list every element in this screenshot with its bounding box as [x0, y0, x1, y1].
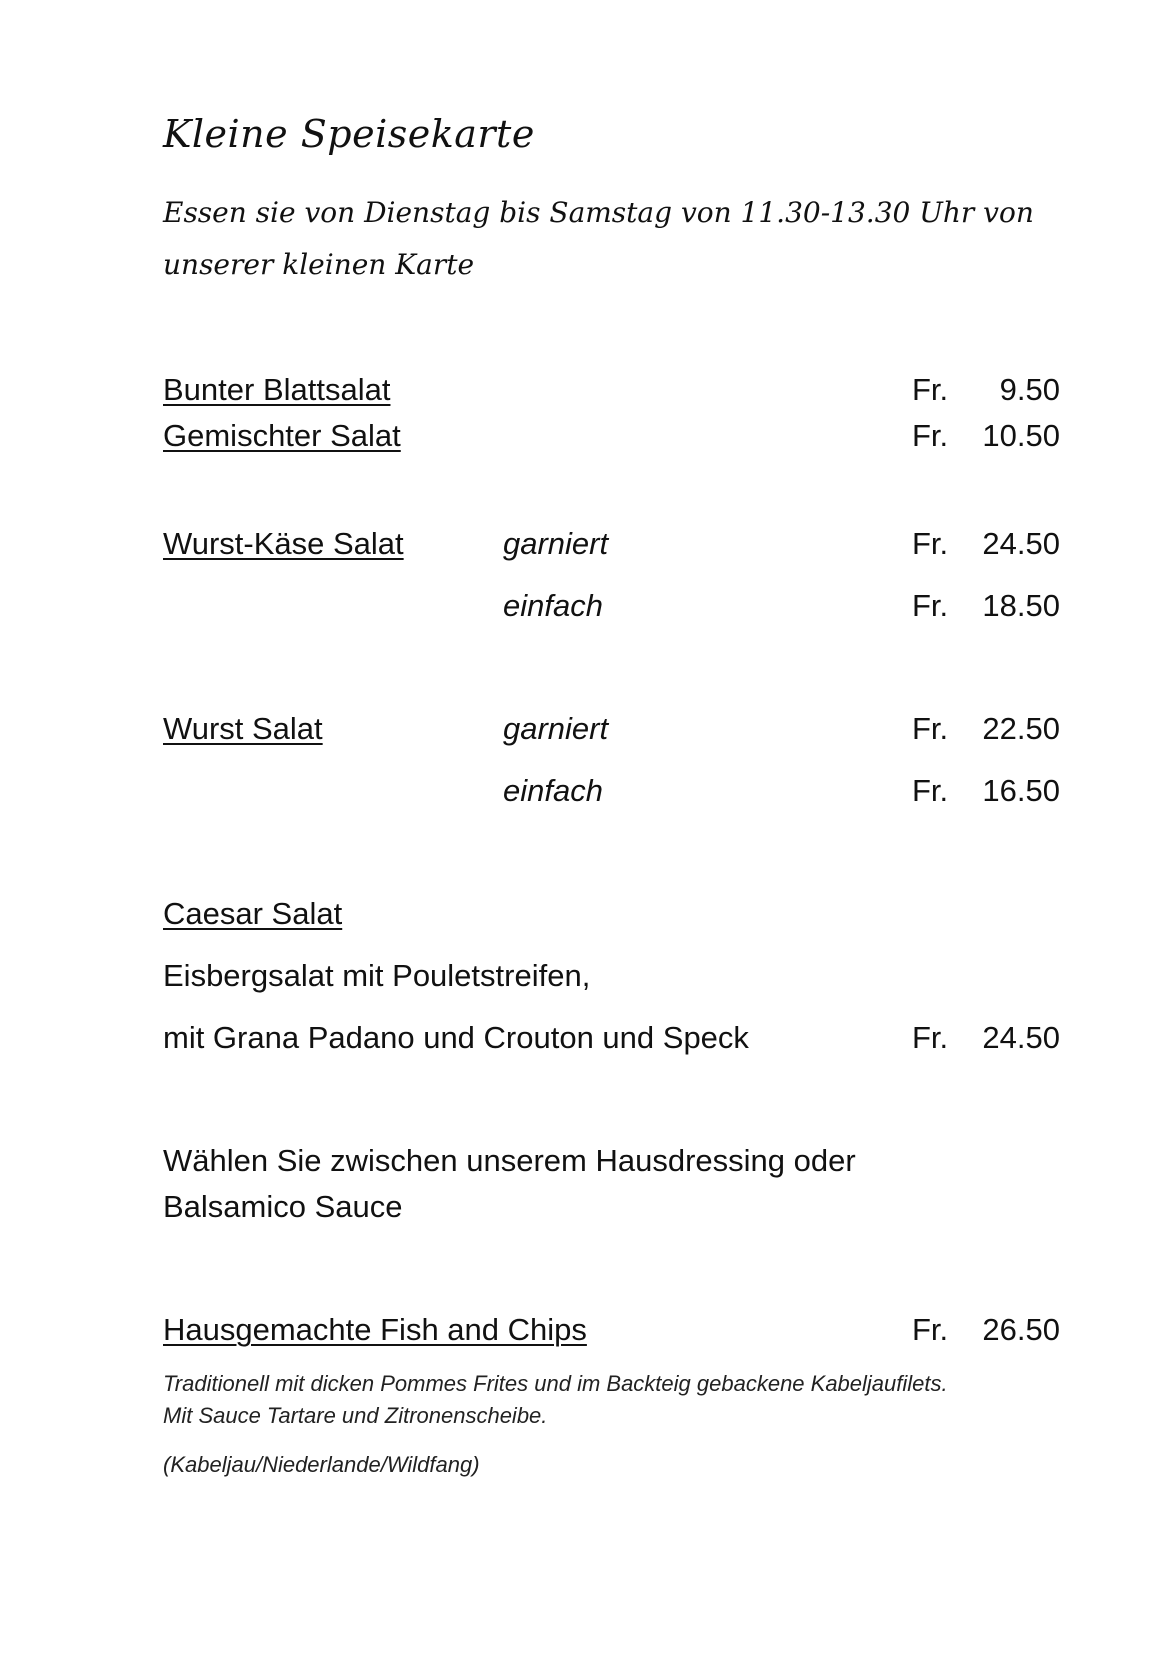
fish-origin: (Kabeljau/Niederlande/Wildfang): [163, 1452, 480, 1477]
item-name-gemischter-salat: Gemischter Salat: [163, 418, 401, 453]
price-wurst-einfach: 16.50: [982, 773, 1060, 808]
intro-line-2: unserer kleinen Karte: [163, 248, 475, 281]
fish-note-line-1: Traditionell mit dicken Pommes Frites und im Backteig gebackene Kabeljaufilets.: [163, 1371, 948, 1396]
variant-wurst-kaese-garniert: garniert: [503, 526, 609, 561]
item-name-fish-and-chips: Hausgemachte Fish and Chips: [163, 1312, 587, 1347]
dressing-note-line-1: Wählen Sie zwischen unserem Hausdressing oder: [163, 1143, 856, 1178]
currency-fish-and-chips: Fr.: [912, 1312, 949, 1347]
page-title: Kleine Speisekarte: [163, 112, 535, 156]
price-bunter-blattsalat: 9.50: [999, 372, 1060, 407]
currency-wurst-garniert: Fr.: [912, 711, 949, 746]
price-wurst-kaese-einfach: 18.50: [982, 588, 1060, 623]
currency-wurst-kaese-einfach: Fr.: [912, 588, 949, 623]
price-gemischter-salat: 10.50: [982, 418, 1060, 453]
currency-wurst-einfach: Fr.: [912, 773, 949, 808]
variant-wurst-kaese-einfach: einfach: [503, 588, 603, 623]
currency-caesar-salat: Fr.: [912, 1020, 949, 1055]
item-name-wurst-salat: Wurst Salat: [163, 711, 323, 746]
variant-wurst-garniert: garniert: [503, 711, 609, 746]
price-caesar-salat: 24.50: [982, 1020, 1060, 1055]
currency-gemischter-salat: Fr.: [912, 418, 949, 453]
variant-wurst-einfach: einfach: [503, 773, 603, 808]
price-fish-and-chips: 26.50: [982, 1312, 1060, 1347]
item-name-wurst-kaese-salat: Wurst-Käse Salat: [163, 526, 404, 561]
currency-bunter-blattsalat: Fr.: [912, 372, 949, 407]
currency-wurst-kaese-garniert: Fr.: [912, 526, 949, 561]
caesar-desc-line-2: mit Grana Padano und Crouton und Speck: [163, 1020, 749, 1055]
item-name-bunter-blattsalat: Bunter Blattsalat: [163, 372, 391, 407]
caesar-desc-line-1: Eisbergsalat mit Pouletstreifen,: [163, 958, 591, 993]
item-name-caesar-salat: Caesar Salat: [163, 896, 343, 931]
price-wurst-kaese-garniert: 24.50: [982, 526, 1060, 561]
fish-note-line-2: Mit Sauce Tartare und Zitronenscheibe.: [163, 1403, 548, 1428]
intro-line-1: Essen sie von Dienstag bis Samstag von 11.30-13.30 Uhr von: [163, 196, 1034, 229]
price-wurst-garniert: 22.50: [982, 711, 1060, 746]
dressing-note-line-2: Balsamico Sauce: [163, 1189, 403, 1224]
